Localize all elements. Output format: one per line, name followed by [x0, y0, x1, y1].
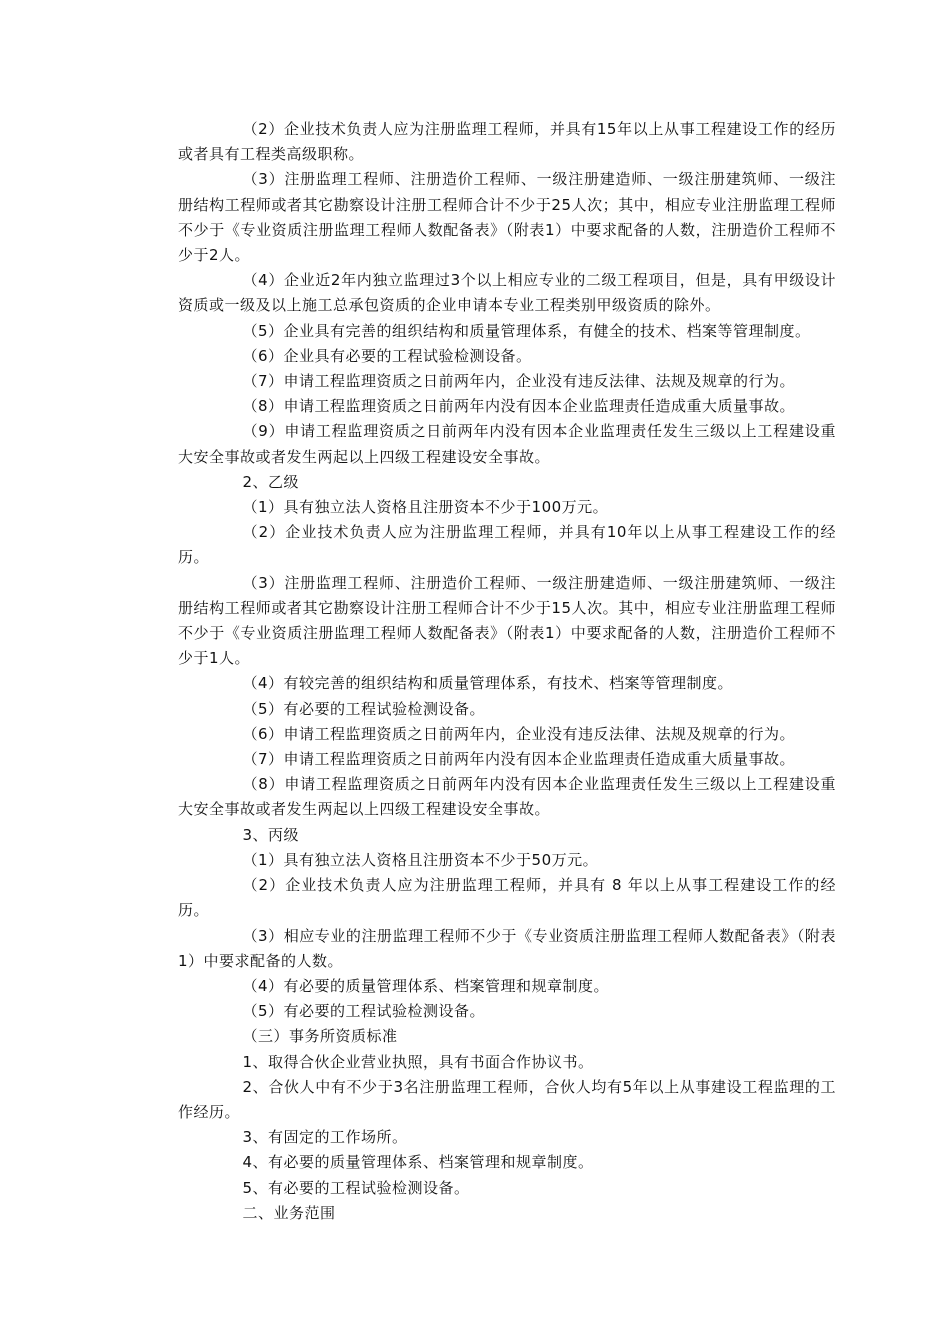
paragraph: （2）企业技术负责人应为注册监理工程师，并具有 8 年以上从事工程建设工作的经历。	[178, 876, 836, 920]
paragraph: （5）有必要的工程试验检测设备。	[242, 1002, 486, 1021]
paragraph: （3）注册监理工程师、注册造价工程师、一级注册建造师、一级注册建筑师、一级注册结构工程师或者其它勘察设计注册工程师合计不少于15人次。其中，相应专业注册监理工程师不少于《专业资质注册监理工程师人数配备表》（附表1）中要求配备的人数，注册造价工程师不少于1人。	[178, 573, 836, 668]
section-heading: 二、业务范围	[242, 1203, 336, 1222]
paragraph: （3）相应专业的注册监理工程师不少于《专业资质注册监理工程师人数配备表》（附表1）中要求配备的人数。	[178, 926, 836, 970]
paragraph: （6）申请工程监理资质之日前两年内，企业没有违反法律、法规及规章的行为。	[242, 724, 796, 743]
paragraph: （6）企业具有必要的工程试验检测设备。	[242, 346, 532, 365]
paragraph: （7）申请工程监理资质之日前两年内，企业没有违反法律、法规及规章的行为。	[242, 372, 796, 391]
paragraph: （1）具有独立法人资格且注册资本不少于100万元。	[242, 498, 609, 517]
section-heading: 3、丙级	[242, 825, 300, 844]
paragraph: （1）具有独立法人资格且注册资本不少于50万元。	[242, 850, 599, 869]
paragraph: （4）有较完善的组织结构和质量管理体系，有技术、档案等管理制度。	[242, 674, 734, 693]
paragraph: 2、合伙人中有不少于3名注册监理工程师，合伙人均有5年以上从事建设工程监理的工作经历。	[178, 1077, 836, 1121]
paragraph: （4）有必要的质量管理体系、档案管理和规章制度。	[242, 976, 610, 995]
paragraph: （4）企业近2年内独立监理过3个以上相应专业的二级工程项目，但是，具有甲级设计资质或一级及以上施工总承包资质的企业申请本专业工程类别甲级资质的除外。	[178, 271, 836, 315]
paragraph: （7）申请工程监理资质之日前两年内没有因本企业监理责任造成重大质量事故。	[242, 750, 796, 769]
paragraph: （2）企业技术负责人应为注册监理工程师，并具有10年以上从事工程建设工作的经历。	[178, 523, 836, 567]
paragraph: （5）企业具有完善的组织结构和质量管理体系，有健全的技术、档案等管理制度。	[242, 321, 811, 340]
paragraph: （2）企业技术负责人应为注册监理工程师，并具有15年以上从事工程建设工作的经历或者具有工程类高级职称。	[178, 120, 836, 164]
section-heading: 2、乙级	[242, 472, 300, 491]
paragraph: （5）有必要的工程试验检测设备。	[242, 699, 486, 718]
paragraph: 5、有必要的工程试验检测设备。	[242, 1178, 470, 1197]
section-heading: （三）事务所资质标准	[242, 1027, 398, 1046]
document-body	[178, 117, 836, 1226]
paragraph: 1、取得合伙企业营业执照，具有书面合作协议书。	[242, 1052, 594, 1071]
paragraph: 3、有固定的工作场所。	[242, 1128, 408, 1147]
paragraph: （3）注册监理工程师、注册造价工程师、一级注册建造师、一级注册建筑师、一级注册结构工程师或者其它勘察设计注册工程师合计不少于25人次；其中，相应专业注册监理工程师不少于《专业资质注册监理工程师人数配备表》（附表1）中要求配备的人数，注册造价工程师不少于2人。	[178, 170, 836, 265]
paragraph: （9）申请工程监理资质之日前两年内没有因本企业监理责任发生三级以上工程建设重大安全事故或者发生两起以上四级工程建设安全事故。	[178, 422, 836, 466]
paragraph: （8）申请工程监理资质之日前两年内没有因本企业监理责任造成重大质量事故。	[242, 397, 796, 416]
paragraph: 4、有必要的质量管理体系、档案管理和规章制度。	[242, 1153, 594, 1172]
paragraph: （8）申请工程监理资质之日前两年内没有因本企业监理责任发生三级以上工程建设重大安全事故或者发生两起以上四级工程建设安全事故。	[178, 775, 836, 819]
